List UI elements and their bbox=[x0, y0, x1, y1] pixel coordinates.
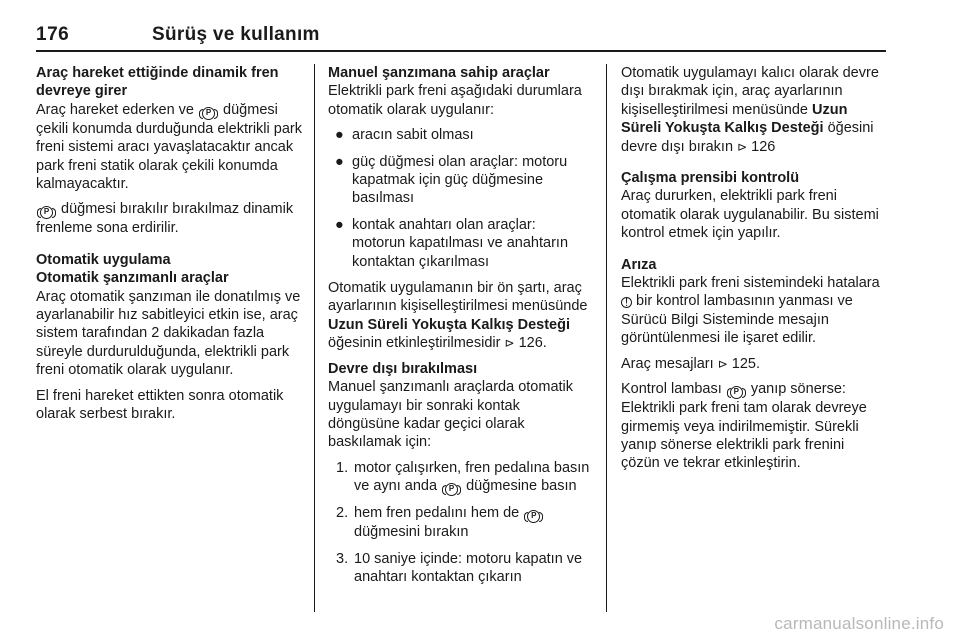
paragraph: Araç mesajları ⊳ 125. bbox=[621, 355, 761, 372]
parking-brake-switch-icon: P bbox=[445, 483, 458, 496]
bullet-icon: ● bbox=[335, 127, 344, 144]
list-item: 2. hem fren pedalını hem de P düğmesini bırakın bbox=[328, 504, 592, 541]
list-item: 3. 10 saniye içinde: motoru kapatın ve anahtarı kontaktan çıkarın bbox=[336, 550, 583, 585]
paragraph: Kontrol lambası P yanıp sönerse: Elektrikli park freni tam olarak devreye girmemiş veya indirilmemiştir. Sürekli yanıp sönerse elektrikli park frenini çözün ve tekrar etkinleştirin. bbox=[621, 381, 867, 472]
section-heading: Devre dışı bırakılması bbox=[328, 360, 478, 377]
section-heading: Arıza bbox=[621, 256, 657, 273]
menu-option-name: Uzun Süreli Yokuşta Kalkış Desteği bbox=[621, 101, 848, 137]
column-right bbox=[621, 64, 886, 480]
page-reference-icon: ⊳ bbox=[717, 356, 728, 371]
paragraph: Manuel şanzımanlı araçlarda otomatik uygulamayı bir sonraki kontak döngüsüne kadar geçici olarak baskılamak için: bbox=[328, 379, 574, 451]
list-item: 1. motor çalışırken, fren pedalına basın ve aynı anda P düğmesine basın bbox=[336, 459, 590, 495]
page-reference: 126 bbox=[751, 138, 776, 155]
paragraph: Araç otomatik şanzıman ile donatılmış ve ayarlanabilir hız sabitleyici etkin ise, araç sistem tarafından 2 dakikadan fazla süreyle durdurulduğunda, elektrikli park freni otomatik olarak uygulanır. bbox=[36, 288, 301, 379]
page-reference: 126. bbox=[518, 335, 547, 352]
list-item: ● kontak anahtarı olan araçlar: motorun kapatılması ve anahtarın kontaktan çıkarılması bbox=[335, 216, 569, 270]
column-divider bbox=[314, 64, 315, 612]
subsection-heading: Otomatik şanzımanlı araçlar bbox=[36, 270, 229, 287]
parking-brake-switch-icon: P bbox=[202, 107, 215, 120]
header-rule bbox=[36, 50, 886, 52]
column-left bbox=[36, 64, 304, 431]
page-number: 176 bbox=[36, 24, 70, 45]
warning-lamp-icon: ! bbox=[621, 297, 632, 308]
paragraph: P düğmesi bırakılır bırakılmaz dinamik frenleme sona erdirilir. bbox=[36, 201, 294, 237]
column-divider bbox=[606, 64, 607, 612]
paragraph: Araç dururken, elektrikli park freni otomatik olarak uygulanabilir. Bu sistemi kontrol etmek için yapılır. bbox=[621, 188, 879, 242]
paragraph: Elektrikli park freni aşağıdaki durumlara otomatik olarak uygulanır: bbox=[328, 83, 582, 118]
section-heading: Manuel şanzımana sahip araçlar bbox=[328, 65, 550, 81]
page-reference: 125. bbox=[731, 355, 761, 372]
watermark: carmanualsonline.info bbox=[774, 614, 944, 633]
section-heading: Çalışma prensibi kontrolü bbox=[621, 170, 800, 187]
page-reference-icon: ⊳ bbox=[504, 336, 515, 351]
menu-option-name: Uzun Süreli Yokuşta Kalkış Desteği bbox=[328, 316, 571, 333]
chapter-title: Sürüş ve kullanım bbox=[152, 24, 320, 45]
paragraph: El freni hareket ettikten sonra otomatik olarak serbest bırakır. bbox=[36, 387, 284, 423]
parking-brake-switch-icon: P bbox=[527, 510, 540, 523]
paragraph: Elektrikli park freni sistemindeki hatalara ! bir kontrol lambasının yanması ve Sürücü Bilgi Sisteminde mesajın görüntülenmesi ile işaret edilir. bbox=[621, 275, 880, 347]
bullet-icon: ● bbox=[335, 216, 344, 233]
page-header bbox=[36, 12, 924, 52]
list-item: ● güç düğmesi olan araçlar: motoru kapatmak için güç düğmesine basılması bbox=[335, 153, 568, 207]
parking-brake-lamp-icon: P bbox=[730, 386, 743, 399]
section-heading: Araç hareket ettiğinde dinamik fren devreye girer bbox=[36, 65, 279, 100]
column-middle bbox=[328, 64, 592, 594]
parking-brake-switch-icon: P bbox=[40, 206, 53, 219]
list-item: ● aracın sabit olması bbox=[335, 127, 474, 144]
page-reference-icon: ⊳ bbox=[737, 139, 748, 154]
paragraph: Araç hareket ederken ve P düğmesi çekili konumda durduğunda elektrikli park freni sistemi aracı yavaşlatacaktır ancak park freni statik olarak çekili konumda kalmayacaktır. bbox=[36, 101, 302, 193]
paragraph: Otomatik uygulamayı kalıcı olarak devre dışı bırakmak için, araç ayarlarının kişiselleştirilmesi menüsünde Uzun Süreli Yokuşta Kalkış Desteği öğesini devre dışı bırakın ⊳ 126 bbox=[621, 65, 879, 155]
section-heading: Otomatik uygulama bbox=[36, 251, 171, 268]
paragraph: Otomatik uygulamanın bir ön şartı, araç ayarlarının kişiselleştirilmesi menüsünde Uzun Süreli Yokuşta Kalkış Desteği öğesinin etkinleştirilmesidir ⊳ 126. bbox=[328, 280, 588, 352]
bullet-icon: ● bbox=[335, 153, 344, 170]
